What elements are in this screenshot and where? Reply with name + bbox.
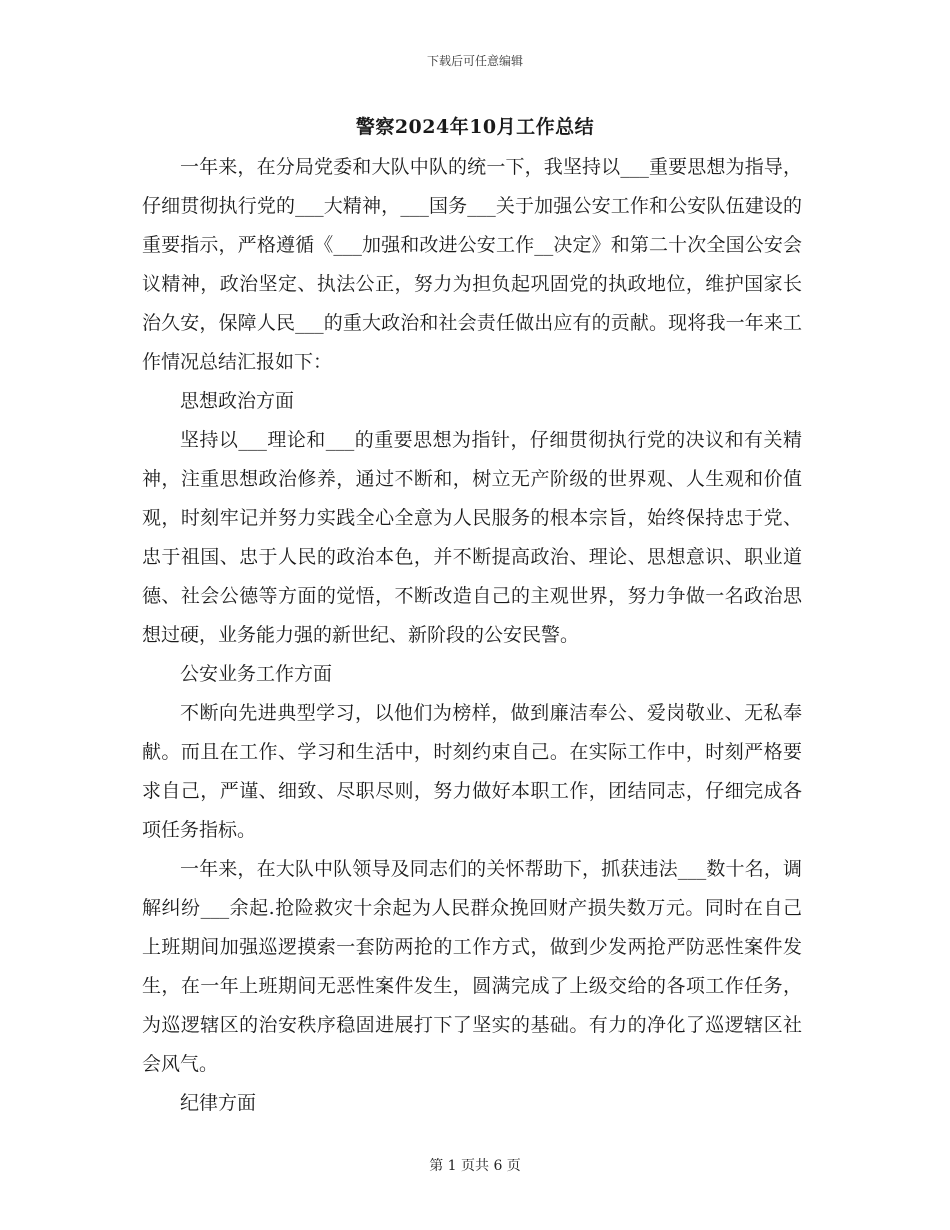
section-heading-discipline: 纪律方面 bbox=[180, 1092, 257, 1114]
business-paragraph-1: 不断向先进典型学习，以他们为榜样，做到廉洁奉公、爱岗敬业、无私奉献。而且在工作、学习和生活中，时刻约束自己。在实际工作中，时刻严格要求自己，严谨、细致、尽职尽则，努力做好本职工作，团结同志，仔细完成各项任务指标。 bbox=[142, 702, 802, 841]
document-title: 警察2024年10月工作总结 bbox=[355, 116, 595, 138]
intro-paragraph: 一年来，在分局党委和大队中队的统一下，我坚持以___重要思想为指导，仔细贯彻执行党的___大精神，___国务___关于加强公安工作和公安队伍建设的重要指示，严格遵循《___加强和改进公安工作__决定》和第二十次全国公安会议精神，政治坚定、执法公正，努力为担负起巩固党的执政地位，维护国家长治久安，保障人民___的重大政治和社会责任做出应有的贡献。现将我一年来工作情况总结汇报如下： bbox=[142, 156, 802, 373]
business-paragraph-2: 一年来，在大队中队领导及同志们的关怀帮助下，抓获违法___数十名，调解纠纷___余起.抢险救灾十余起为人民群众挽回财产损失数万元。同时在自己上班期间加强巡逻摸索一套防两抢的工作方式，做到少发两抢严防恶性案件发生，在一年上班期间无恶性案件发生，圆满完成了上级交给的各项工作任务，为巡逻辖区的治安秩序稳固进展打下了坚实的基础。有力的净化了巡逻辖区社会风气。 bbox=[142, 858, 802, 1075]
document-body bbox=[142, 148, 802, 1123]
political-paragraph: 坚持以___理论和___的重要思想为指针，仔细贯彻执行党的决议和有关精神，注重思想政治修养，通过不断和，树立无产阶级的世界观、人生观和价值观，时刻牢记并努力实践全心全意为人民服务的根本宗旨，始终保持忠于党、忠于祖国、忠于人民的政治本色，并不断提高政治、理论、思想意识、职业道德、社会公德等方面的觉悟，不断改造自己的主观世界，努力争做一名政治思想过硬，业务能力强的新世纪、新阶段的公安民警。 bbox=[142, 429, 802, 646]
section-heading-political: 思想政治方面 bbox=[180, 390, 295, 412]
section-heading-business: 公安业务工作方面 bbox=[180, 663, 333, 685]
page-header-note: 下载后可任意编辑 bbox=[426, 54, 523, 68]
page-number: 第 1 页共 6 页 bbox=[429, 1158, 521, 1174]
